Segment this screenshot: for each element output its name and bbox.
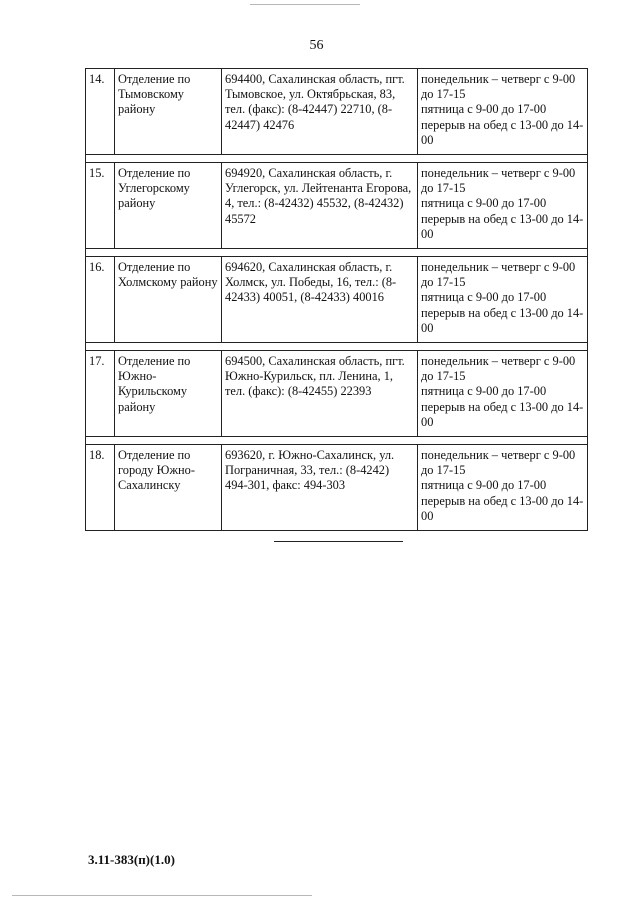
row-number: 17. bbox=[86, 351, 115, 437]
hours-lunch: перерыв на обед с 13-00 до 14-00 bbox=[421, 493, 584, 523]
hours-friday: пятница с 9-00 до 17-00 bbox=[421, 196, 547, 211]
office-address: 693620, г. Южно-Сахалинск, ул. Пограничная, 33, тел.: (8-4242) 494-301, факс: 494-303 bbox=[222, 445, 418, 531]
hours-friday: пятница с 9-00 до 17-00 bbox=[421, 384, 547, 399]
hours-weekdays: понедельник – четверг с 9-00 до 17-15 bbox=[421, 166, 576, 196]
hours-weekdays: понедельник – четверг с 9-00 до 17-15 bbox=[421, 354, 576, 384]
row-number: 18. bbox=[86, 445, 115, 531]
office-address: 694500, Сахалинская область, пгт. Южно-Курильск, пл. Ленина, 1, тел. (факс): (8-42455) 22393 bbox=[222, 351, 418, 437]
office-hours bbox=[418, 163, 588, 249]
row-gap bbox=[86, 343, 588, 351]
page-number: 56 bbox=[309, 38, 324, 53]
hours-lunch: перерыв на обед с 13-00 до 14-00 bbox=[421, 117, 584, 147]
row-gap bbox=[86, 249, 588, 257]
office-address: 694920, Сахалинская область, г. Углегорск, ул. Лейтенанта Егорова, 4, тел.: (8-42432) 45532, (8-42432) 45572 bbox=[222, 163, 418, 249]
scan-artifact-bottom bbox=[12, 895, 312, 896]
row-gap bbox=[86, 437, 588, 445]
office-name: Отделение по Южно-Курильскому району bbox=[115, 351, 222, 437]
hours-lunch: перерыв на обед с 13-00 до 14-00 bbox=[421, 211, 584, 241]
row-number: 15. bbox=[86, 163, 115, 249]
office-name: Отделение по Тымовскому району bbox=[115, 69, 222, 155]
hours-weekdays: понедельник – четверг с 9-00 до 17-15 bbox=[421, 448, 576, 478]
closing-divider bbox=[274, 541, 403, 542]
hours-lunch: перерыв на обед с 13-00 до 14-00 bbox=[421, 305, 584, 335]
document-code: 3.11-383(п)(1.0) bbox=[88, 852, 175, 867]
hours-weekdays: понедельник – четверг с 9-00 до 17-15 bbox=[421, 72, 576, 102]
hours-friday: пятница с 9-00 до 17-00 bbox=[421, 290, 547, 305]
table-row bbox=[86, 445, 588, 531]
office-address: 694620, Сахалинская область, г. Холмск, ул. Победы, 16, тел.: (8-42433) 40051, (8-42433) 40016 bbox=[222, 257, 418, 343]
hours-friday: пятница с 9-00 до 17-00 bbox=[421, 478, 547, 493]
hours-lunch: перерыв на обед с 13-00 до 14-00 bbox=[421, 399, 584, 429]
office-hours bbox=[418, 69, 588, 155]
office-hours bbox=[418, 445, 588, 531]
hours-weekdays: понедельник – четверг с 9-00 до 17-15 bbox=[421, 260, 576, 290]
table-row bbox=[86, 163, 588, 249]
offices-table bbox=[85, 68, 588, 531]
office-hours bbox=[418, 351, 588, 437]
office-address: 694400, Сахалинская область, пгт. Тымовское, ул. Октябрьская, 83, тел. (факс): (8-42447) 22710, (8-42447) 42476 bbox=[222, 69, 418, 155]
row-gap bbox=[86, 155, 588, 163]
scan-artifact-top bbox=[250, 4, 360, 5]
table-row bbox=[86, 69, 588, 155]
office-name: Отделение по Холмскому району bbox=[115, 257, 222, 343]
row-number: 14. bbox=[86, 69, 115, 155]
office-name: Отделение по городу Южно-Сахалинску bbox=[115, 445, 222, 531]
table-row bbox=[86, 351, 588, 437]
hours-friday: пятница с 9-00 до 17-00 bbox=[421, 102, 547, 117]
table-row bbox=[86, 257, 588, 343]
row-number: 16. bbox=[86, 257, 115, 343]
office-name: Отделение по Углегорскому району bbox=[115, 163, 222, 249]
office-hours bbox=[418, 257, 588, 343]
